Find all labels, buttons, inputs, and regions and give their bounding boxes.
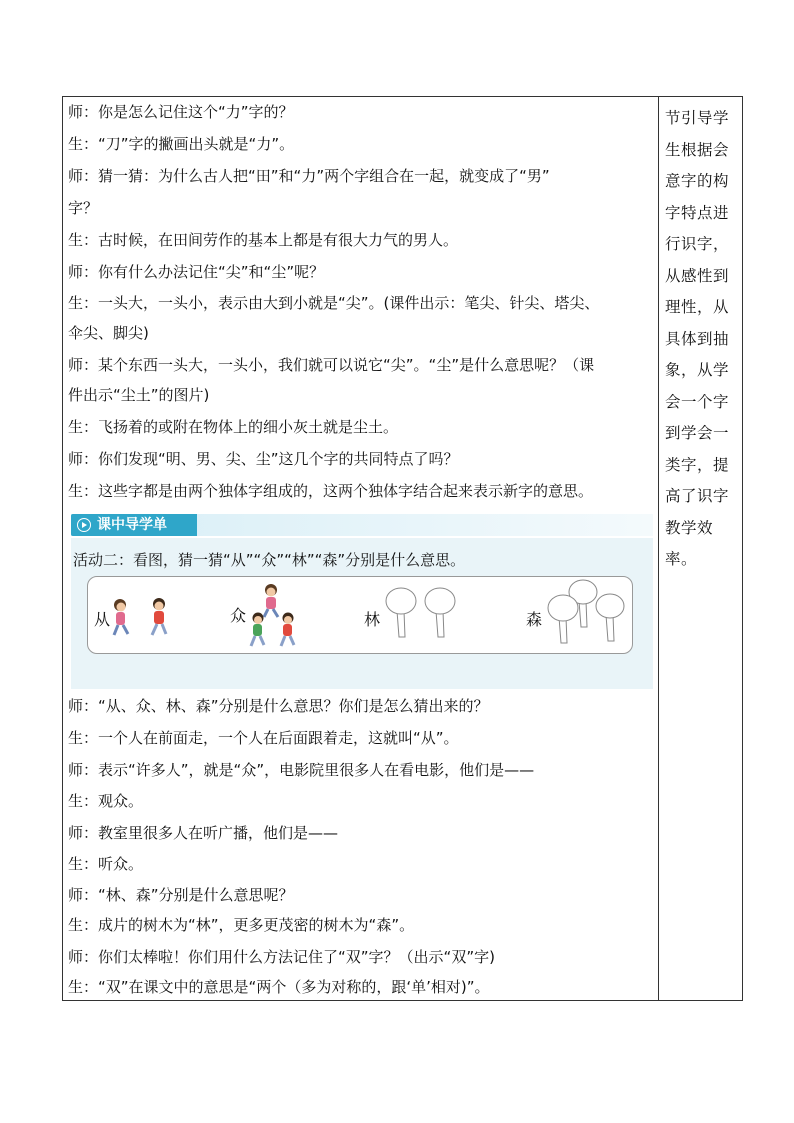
dialogue-line: 师：你们发现“明、男、尖、尘”这几个字的共同特点了吗？ xyxy=(68,450,459,468)
dialogue-line: 生：听众。 xyxy=(68,855,144,873)
dialogue-line: 生：“刀”字的撇画出头就是“力”。 xyxy=(68,135,295,153)
dialogue-line: 师：“从、众、林、森”分别是什么意思？你们是怎么猜出来的？ xyxy=(68,697,489,715)
illustration-box xyxy=(87,576,633,654)
dialogue-line: 师：你们太棒啦！你们用什么方法记住了“双”字？（出示“双”字) xyxy=(68,948,495,966)
person-walking-icon xyxy=(152,598,166,635)
dialogue-line: 生：成片的树木为“林”，更多更茂密的树木为“森”。 xyxy=(68,916,415,934)
person-walking-icon xyxy=(114,599,128,635)
activity-panel xyxy=(71,538,653,689)
dialogue-line: 伞尖、脚尖) xyxy=(68,324,149,342)
dialogue-line: 字？ xyxy=(68,199,99,217)
tree-icon xyxy=(596,594,624,641)
dialogue-line: 生：一个人在前面走，一个人在后面跟着走，这就叫“从”。 xyxy=(68,729,459,747)
guide-section-header xyxy=(71,514,653,536)
lesson-table xyxy=(62,96,743,1001)
side-note-line: 节引导学 xyxy=(665,109,730,127)
dialogue-line: 生：这些字都是由两个独体字组成的，这两个独体字结合起来表示新字的意思。 xyxy=(68,482,594,500)
person-walking-icon xyxy=(264,584,278,617)
guide-tab xyxy=(71,514,197,536)
dialogue-line: 生：“双”在课文中的意思是“两个（多为对称的，跟‘单’相对)”。 xyxy=(68,978,490,996)
pic-label-zhong: 众 xyxy=(230,606,247,625)
dialogue-line: 生：飞扬着的或附在物体上的细小灰土就是尘土。 xyxy=(68,418,399,436)
tree-icon xyxy=(548,595,578,643)
tree-icon xyxy=(425,588,455,637)
side-note-line: 字特点进 xyxy=(665,203,730,222)
side-note-line: 类字，提 xyxy=(665,455,730,474)
dialogue-line: 生：一头大，一头小，表示由大到小就是“尖”。(课件出示：笔尖、针尖、塔尖、 xyxy=(68,294,600,312)
illustration-drawing xyxy=(88,577,634,655)
side-note-line: 高了识字 xyxy=(665,487,730,505)
pic-label-sen: 森 xyxy=(526,610,543,629)
pic-label-cong: 从 xyxy=(94,610,111,629)
activity-title: 活动二：看图，猜一猜“从”“众”“林”“森”分别是什么意思。 xyxy=(73,551,466,569)
dialogue-line: 生：观众。 xyxy=(68,792,144,810)
dialogue-line: 师：“林、森”分别是什么意思呢？ xyxy=(68,886,294,904)
dialogue-line: 件出示“尘土”的图片) xyxy=(68,386,210,404)
side-note-line: 行识字， xyxy=(665,235,730,253)
dialogue-line: 师：你有什么办法记住“尖”和“尘”呢？ xyxy=(68,263,325,281)
side-note-line: 教学效 xyxy=(665,518,714,537)
side-note-line: 会一个字 xyxy=(665,392,730,411)
side-note-line: 从感性到 xyxy=(665,266,730,285)
person-walking-icon xyxy=(281,613,294,647)
side-note-line: 率。 xyxy=(665,550,698,568)
dialogue-line: 师：猜一猜：为什么古人把“田”和“力”两个字组合在一起，就变成了“男” xyxy=(68,167,550,185)
side-note-line: 理性，从 xyxy=(665,298,730,316)
dialogue-line: 师：你是怎么记住这个“力”字的？ xyxy=(68,103,294,121)
person-walking-icon xyxy=(251,613,264,647)
tree-icon xyxy=(386,588,416,637)
guide-title: 课中导学单 xyxy=(97,517,167,533)
side-note-line: 到学会一 xyxy=(665,424,730,442)
side-note-line: 生根据会 xyxy=(665,140,730,159)
pic-label-lin: 林 xyxy=(364,610,381,629)
dialogue-line: 生：古时候，在田间劳作的基本上都是有很大力气的男人。 xyxy=(68,231,459,249)
side-note-line: 具体到抽 xyxy=(665,329,730,348)
dialogue-line: 师：某个东西一头大，一头小，我们就可以说它“尖”。“尘”是什么意思呢？（课 xyxy=(68,356,595,374)
dialogue-line: 师：表示“许多人”，就是“众”，电影院里很多人在看电影，他们是—— xyxy=(68,761,535,779)
side-note-line: 象，从学 xyxy=(665,361,730,379)
side-note-column xyxy=(659,97,744,576)
play-circle-icon xyxy=(77,518,91,532)
side-note-line: 意字的构 xyxy=(665,172,730,190)
dialogue-line: 师：教室里很多人在听广播，他们是—— xyxy=(68,824,339,842)
